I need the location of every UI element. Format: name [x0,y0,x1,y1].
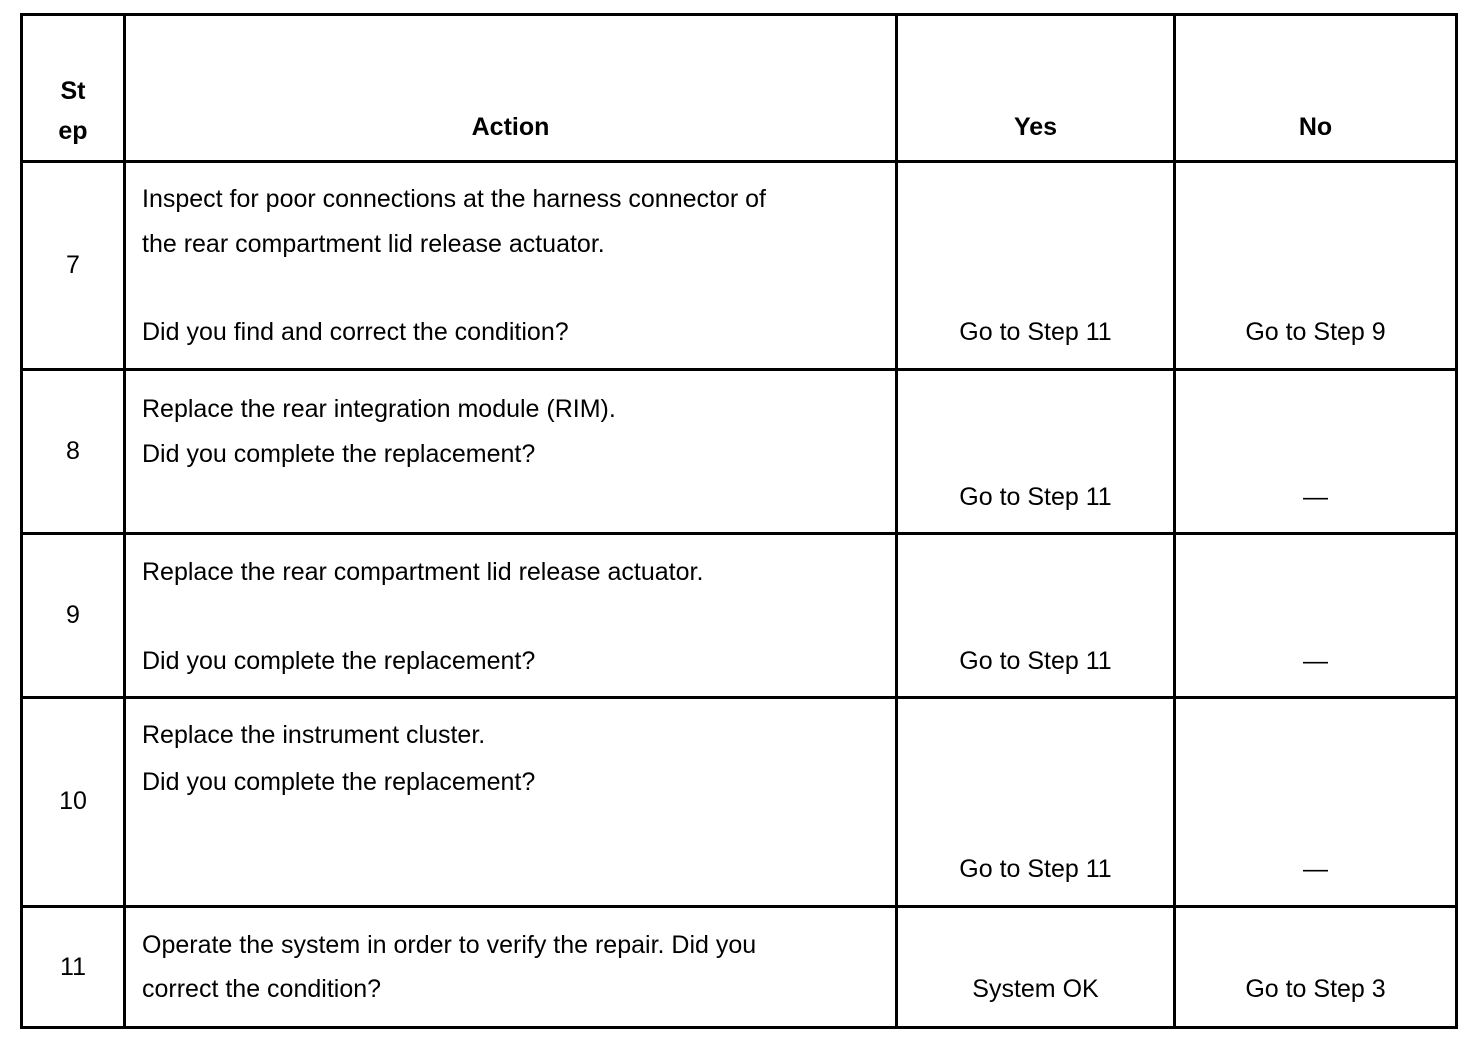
header-action-label: Action [471,113,550,141]
no-result: — [1303,647,1328,675]
yes-cell [897,698,1175,907]
yes-result: Go to Step 11 [959,483,1112,511]
diagnostic-table [20,13,1458,1029]
action-text: Replace the rear integration module (RIM). [142,395,616,423]
header-step-line2: ep [58,117,88,145]
yes-result: System OK [972,975,1099,1003]
step-number: 11 [60,953,86,981]
yes-cell [897,534,1175,698]
yes-cell [897,370,1175,534]
yes-cell [897,907,1175,1028]
action-text: the rear compartment lid release actuator. [142,230,605,258]
step-cell [22,162,125,370]
table-row [22,907,1457,1028]
step-cell [22,907,125,1028]
question-text: Did you complete the replacement? [142,647,536,675]
header-action [125,15,897,162]
question-text: Did you complete the replacement? [142,440,536,468]
step-number: 9 [66,601,80,629]
question-text: Did you complete the replacement? [142,768,536,796]
step-number: 10 [59,787,87,815]
step-cell [22,534,125,698]
action-cell [125,698,897,907]
action-cell [125,370,897,534]
table-row [22,162,1457,370]
table-row [22,370,1457,534]
header-yes [897,15,1175,162]
no-result: Go to Step 3 [1245,975,1386,1003]
table-row [22,698,1457,907]
action-text: Inspect for poor connections at the harness connector of [142,185,766,213]
action-cell [125,907,897,1028]
no-cell [1175,698,1457,907]
yes-result: Go to Step 11 [959,855,1112,883]
no-result: Go to Step 9 [1245,318,1386,346]
no-result: — [1303,855,1328,883]
no-cell [1175,162,1457,370]
no-cell [1175,534,1457,698]
no-cell [1175,907,1457,1028]
action-cell [125,534,897,698]
header-step [22,15,125,162]
action-text: Operate the system in order to verify the repair. Did you [142,931,757,959]
question-text: Did you find and correct the condition? [142,318,569,346]
action-text: correct the condition? [142,975,382,1003]
yes-result: Go to Step 11 [959,318,1112,346]
action-text: Replace the rear compartment lid release actuator. [142,558,704,586]
step-number: 7 [66,251,80,279]
no-cell [1175,370,1457,534]
step-cell [22,698,125,907]
table-row [22,534,1457,698]
yes-result: Go to Step 11 [959,647,1112,675]
header-no-label: No [1298,113,1333,141]
no-result: — [1303,483,1328,511]
step-cell [22,370,125,534]
action-cell [125,162,897,370]
yes-cell [897,162,1175,370]
table-header-row [22,15,1457,162]
header-no [1175,15,1457,162]
step-number: 8 [66,437,80,465]
action-text: Replace the instrument cluster. [142,721,486,749]
header-step-line1: St [60,77,86,105]
header-yes-label: Yes [1013,113,1058,141]
